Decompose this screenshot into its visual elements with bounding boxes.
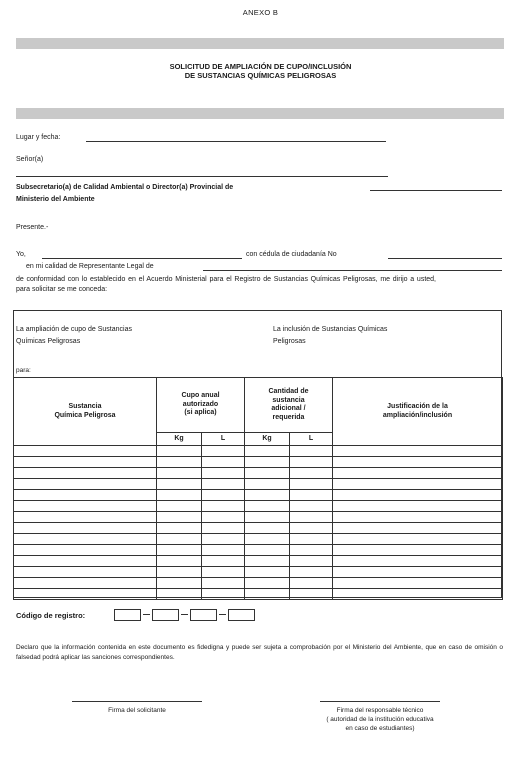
table-row[interactable]	[14, 490, 503, 501]
unit-kg-additional: Kg	[245, 433, 290, 446]
table-row[interactable]	[14, 556, 503, 567]
cedula-field[interactable]	[388, 258, 502, 259]
table-row[interactable]	[14, 523, 503, 534]
representante-label: en mi calidad de Representante Legal de	[26, 263, 154, 270]
header-band-bottom	[16, 108, 504, 119]
subsecretary-line2: Ministerio del Ambiente	[16, 196, 95, 203]
col-additional-line3: adicional /	[271, 405, 306, 412]
applicant-signature-label: Firma del solicitante	[108, 707, 166, 714]
option-ampliacion-line2: Químicas Peligrosas	[16, 338, 81, 345]
table-row[interactable]	[14, 589, 503, 600]
table-row[interactable]	[14, 501, 503, 512]
option-ampliacion-line1[interactable]: La ampliación de cupo de Sustancias	[16, 326, 132, 333]
col-additional-line4: requerida	[272, 413, 305, 421]
table-row[interactable]	[14, 468, 503, 479]
place-date-field[interactable]	[86, 141, 386, 142]
col-quota-line1: Cupo anual	[181, 392, 220, 400]
col-substance-header	[14, 378, 157, 446]
registry-code-box-3[interactable]	[190, 609, 217, 621]
table-row[interactable]	[14, 545, 503, 556]
technical-signature-line1: Firma del responsable técnico	[336, 707, 424, 714]
registry-code-box-4[interactable]	[228, 609, 255, 621]
table-row[interactable]	[14, 479, 503, 490]
registry-code-dash-1	[143, 614, 150, 615]
applicant-name-field[interactable]	[42, 258, 242, 259]
col-substance-line1: Sustancia	[68, 403, 102, 410]
col-justification-line2: ampliación/inclusión	[382, 411, 453, 419]
col-additional-line1: Cantidad de	[268, 388, 309, 395]
registry-code-dash-2	[181, 614, 188, 615]
table-row[interactable]	[14, 457, 503, 468]
col-justification-header	[333, 378, 503, 446]
unit-l-additional: L	[290, 433, 333, 446]
technical-signature-line3: en caso de estudiantes)	[345, 725, 415, 732]
header-band-top	[16, 38, 504, 49]
form-title-line2: DE SUSTANCIAS QUÍMICAS PELIGROSAS	[184, 71, 337, 80]
col-substance-line2: Química Peligrosa	[54, 411, 116, 419]
form-title-line1: SOLICITUD DE AMPLIACIÓN DE CUPO/INCLUSIÓN	[169, 62, 352, 71]
substance-table	[13, 377, 503, 600]
col-quota-header	[157, 378, 245, 433]
technical-signature-block	[305, 706, 455, 733]
intro-paragraph: de conformidad con lo establecido en el Acuerdo Ministerial para el Registro de Sustancias Químicas Peligrosas, me dirijo a usted, para solicitar se me conceda:	[16, 276, 436, 293]
registry-code-box-2[interactable]	[152, 609, 179, 621]
addressee-label: Señor(a)	[16, 156, 44, 163]
province-field[interactable]	[370, 190, 502, 191]
declaration-text: Declaro que la información contenida en este documento es fidedigna y puede ser sujeta a comprobación por el Ministerio del Ambiente, que en caso de omisión o falsedad podrá aplicar las sanciones correspondientes.	[16, 644, 503, 661]
col-justification-line1: Justificación de la	[387, 403, 448, 410]
table-row[interactable]	[14, 578, 503, 589]
cedula-label: con cédula de ciudadanía No	[246, 251, 337, 258]
unit-kg-quota: Kg	[157, 433, 202, 446]
col-additional-header	[245, 378, 333, 433]
addressee-name-field[interactable]	[16, 176, 388, 177]
technical-signature-line[interactable]	[320, 701, 440, 702]
table-row[interactable]	[14, 567, 503, 578]
col-quota-line3: (si aplica)	[184, 409, 217, 417]
registry-code-label: Código de registro:	[16, 611, 86, 620]
col-quota-line2: autorizado	[182, 400, 219, 408]
technical-signature-line2: ( autoridad de la institución educativa	[326, 716, 434, 723]
table-row[interactable]	[14, 446, 503, 457]
table-row[interactable]	[14, 534, 503, 545]
applicant-signature-line[interactable]	[72, 701, 202, 702]
table-header-row	[14, 378, 503, 433]
presente-label: Presente.-	[16, 224, 49, 231]
registry-code-box-1[interactable]	[114, 609, 141, 621]
subsecretary-line1: Subsecretario(a) de Calidad Ambiental o Director(a) Provincial de	[16, 184, 234, 191]
option-inclusion-line2: Peligrosas	[273, 338, 306, 345]
registry-code-dash-3	[219, 614, 226, 615]
unit-l-quota: L	[202, 433, 245, 446]
col-additional-line2: sustancia	[272, 396, 305, 404]
yo-label: Yo,	[16, 251, 26, 258]
para-label: para:	[16, 367, 31, 374]
option-inclusion-line1[interactable]: La inclusión de Sustancias Químicas	[273, 326, 388, 333]
table-row[interactable]	[14, 512, 503, 523]
place-date-label: Lugar y fecha:	[16, 134, 61, 141]
annex-label: ANEXO B	[242, 8, 279, 17]
company-field[interactable]	[203, 270, 502, 271]
